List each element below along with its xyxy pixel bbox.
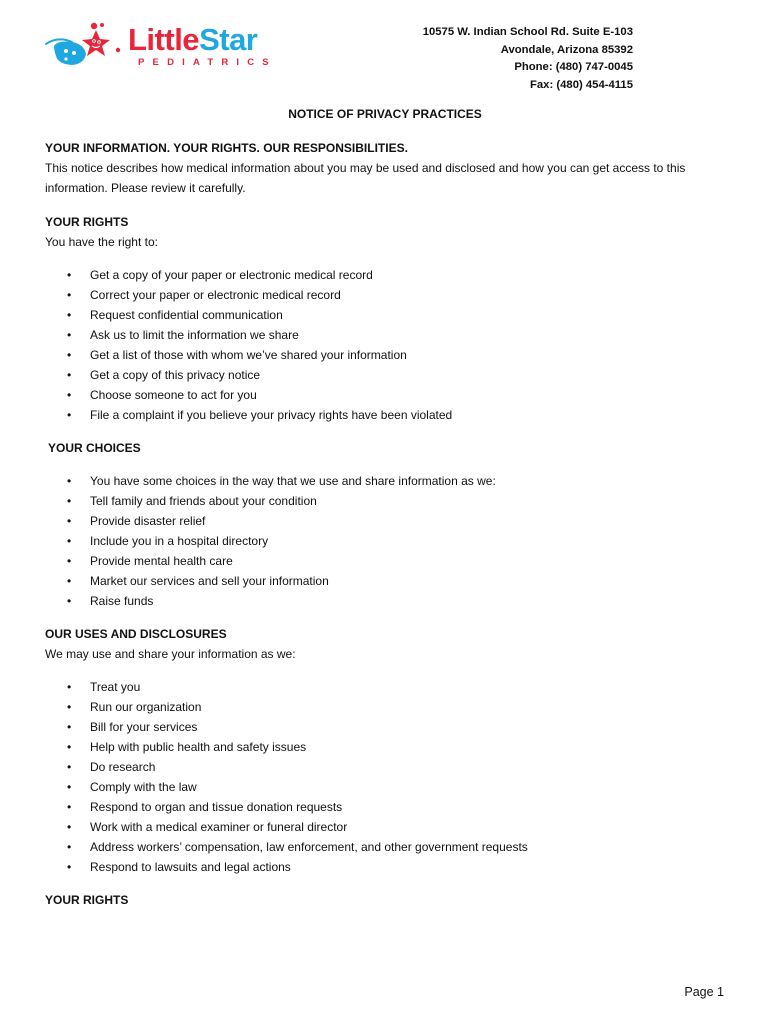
fax-number: Fax: (480) 454-4115: [530, 79, 633, 92]
list-item: • Work with a medical examiner or funeral director: [45, 817, 735, 837]
list-item: • Treat you: [45, 677, 735, 697]
document-title: NOTICE OF PRIVACY PRACTICES: [288, 107, 482, 121]
list-item: • Help with public health and safety issues: [45, 737, 735, 757]
logo-wordmark: [128, 22, 257, 58]
rights-list: [45, 265, 735, 425]
list-item: • Ask us to limit the information we share: [45, 325, 735, 345]
choices-list: [45, 471, 735, 611]
star-mascot-icon: [44, 22, 128, 72]
list-item: • Do research: [45, 757, 735, 777]
uses-lead: We may use and share your information as we:: [45, 647, 296, 661]
address-block: [423, 24, 633, 95]
list-item: • Comply with the law: [45, 777, 735, 797]
page-number: Page 1: [684, 985, 724, 999]
list-item: • Provide mental health care: [45, 551, 735, 571]
intro-text: This notice describes how medical information about you may be used and disclosed and how you can get access to this information. Please review it carefully.: [45, 161, 686, 195]
list-item: • Include you in a hospital directory: [45, 531, 735, 551]
list-item: • Correct your paper or electronic medical record: [45, 285, 735, 305]
list-item: • Provide disaster relief: [45, 511, 735, 531]
rights-lead: You have the right to:: [45, 235, 158, 249]
list-item: • Get a list of those with whom we’ve shared your information: [45, 345, 735, 365]
list-item: • File a complaint if you believe your privacy rights have been violated: [45, 405, 735, 425]
rights-heading: YOUR RIGHTS: [45, 215, 129, 229]
list-item: • Raise funds: [45, 591, 735, 611]
list-item: • Respond to organ and tissue donation requests: [45, 797, 735, 817]
uses-heading: OUR USES AND DISCLOSURES: [45, 627, 227, 641]
address-line-2: Avondale, Arizona 85392: [500, 43, 633, 56]
list-item: • Request confidential communication: [45, 305, 735, 325]
uses-list: [45, 677, 735, 877]
list-item: • Run our organization: [45, 697, 735, 717]
rights2-heading: YOUR RIGHTS: [45, 893, 129, 907]
list-item: • Choose someone to act for you: [45, 385, 735, 405]
logo-word-star: Star: [199, 22, 258, 57]
phone-number: Phone: (480) 747-0045: [514, 61, 633, 74]
address-line-1: 10575 W. Indian School Rd. Suite E-103: [422, 26, 633, 38]
logo-word-little: Little: [128, 22, 200, 57]
choices-heading: YOUR CHOICES: [48, 441, 141, 455]
logo-subtitle: PEDIATRICS: [138, 57, 277, 68]
list-item: • Tell family and friends about your condition: [45, 491, 735, 511]
list-item: • Address workers’ compensation, law enforcement, and other government requests: [45, 837, 735, 857]
list-item: • Market our services and sell your information: [45, 571, 735, 591]
list-item: • Bill for your services: [45, 717, 735, 737]
intro-heading: YOUR INFORMATION. YOUR RIGHTS. OUR RESPONSIBILITIES.: [45, 141, 408, 155]
list-item: • Get a copy of your paper or electronic medical record: [45, 265, 735, 285]
list-item: • Respond to lawsuits and legal actions: [45, 857, 735, 877]
list-item: • Get a copy of this privacy notice: [45, 365, 735, 385]
list-item: • You have some choices in the way that we use and share information as we:: [45, 471, 735, 491]
little-star-logo: [44, 22, 284, 72]
document-body: [45, 138, 735, 910]
